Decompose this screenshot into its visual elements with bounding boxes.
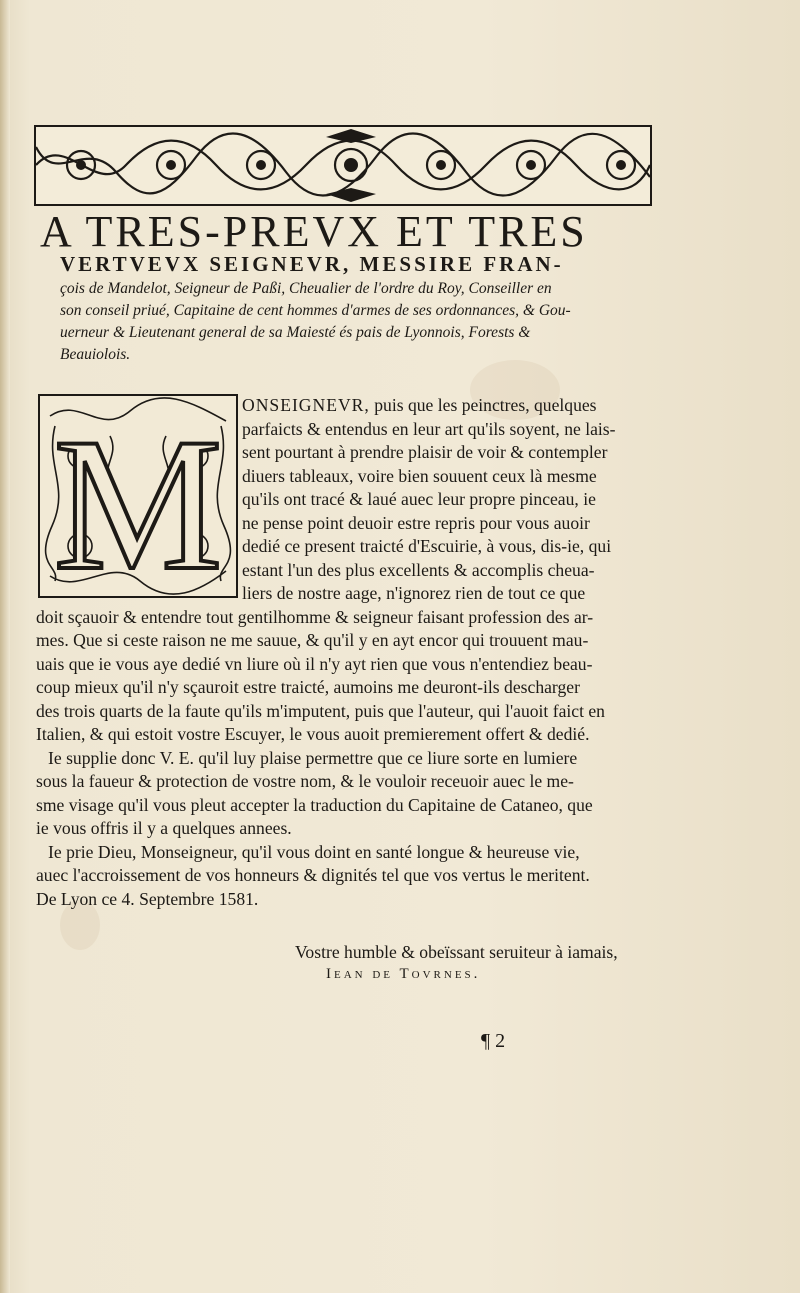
text-line: ie vous offris il y a quelques annees. (36, 818, 292, 838)
scroll-ornament-graphic (36, 127, 650, 204)
text-line: mes. Que si ceste raison ne me sauue, & qu'il y en ayt encor qui trouuent mau- (36, 630, 589, 650)
text-line: Ie prie Dieu, Monseigneur, qu'il vous doint en santé longue & heureuse vie, (48, 841, 580, 862)
text-line: uais que ie vous aye dedié vn liure où il n'y ayt rien que vous n'entendiez beau- (36, 653, 593, 674)
date-line: De Lyon ce 4. Septembre 1581. (36, 888, 259, 909)
page-title: A TRES-PREVX ET TRES (40, 207, 588, 256)
text-line: dedié ce present traicté d'Escuirie, à vous, dis-ie, qui (242, 536, 612, 556)
text-line: sent pourtant à prendre plaisir de voir & contempler (242, 442, 608, 462)
text-line: coup mieux qu'il n'y sçauroit estre traicté, aumoins me deuront-ils descharger (36, 677, 580, 697)
paragraph-1-continuation (36, 606, 656, 747)
paragraph-3 (36, 841, 656, 912)
dedication-line: uerneur & Lieutenant general de sa Maiesté és pais de Lyonnois, Forests & (60, 324, 531, 341)
page-spine-shadow (0, 0, 10, 1293)
dedication-block (60, 278, 658, 366)
first-word: ONSEIGNEVR, (242, 395, 370, 415)
signature-mark: ¶ 2 (481, 1030, 506, 1052)
dedication-line: çois de Mandelot, Seigneur de Paßi, Cheualier de l'ordre du Roy, Conseiller en (60, 280, 552, 297)
text-line: liers de nostre aage, n'ignorez rien de tout ce que (242, 583, 586, 603)
paragraph-1-opening (36, 394, 656, 606)
text-line: parfaicts & entendus en leur art qu'ils soyent, ne lais- (242, 418, 616, 439)
author-name: Iean de Tovrnes. (326, 966, 481, 982)
text-line: ne pense point deuoir estre repris pour vous auoir (242, 512, 590, 533)
text-line: doit sçauoir & entendre tout gentilhomme & seigneur faisant profession des ar- (36, 606, 594, 627)
text-line: estant l'un des plus excellents & accomplis cheua- (242, 559, 595, 580)
text-line: auec l'accroissement de vos honneurs & dignités tel que vos vertus le meritent. (36, 865, 590, 885)
decorative-headpiece-band (34, 125, 652, 206)
text-line: sous la faueur & protection de vostre nom, & le vouloir receuoir auec le me- (36, 771, 574, 791)
paragraph-2 (36, 747, 656, 841)
text-line: sme visage qu'il vous pleut accepter la traduction du Capitaine de Cataneo, que (36, 794, 593, 815)
dedication-line: son conseil priué, Capitaine de cent hommes d'armes de ses ordonnances, & Gou- (60, 302, 571, 319)
closing-salutation: Vostre humble & obeïssant seruiteur à iamais, (295, 942, 618, 962)
page-subtitle: VERTVEVX SEIGNEVR, MESSIRE FRAN- (60, 252, 564, 276)
text-line: ONSEIGNEVR, puis que les peinctres, quelques (242, 395, 597, 415)
letter-body (36, 394, 656, 911)
dedication-line: Beauiolois. (60, 346, 131, 363)
initial-letter: M (53, 400, 223, 596)
text-line: Ie supplie donc V. E. qu'il luy plaise permettre que ce liure sorte en lumiere (48, 747, 578, 768)
text-line: diuers tableaux, voire bien souuent ceux là mesme (242, 465, 597, 486)
text-line: qu'ils ont tracé & laué auec leur propre pinceau, ie (242, 489, 596, 509)
text-line: Italien, & qui estoit vostre Escuyer, le vous auoit premierement offert & dedié. (36, 724, 590, 744)
text-line: des trois quarts de la faute qu'ils m'imputent, puis que l'auteur, qui l'auoit faict en (36, 700, 605, 721)
